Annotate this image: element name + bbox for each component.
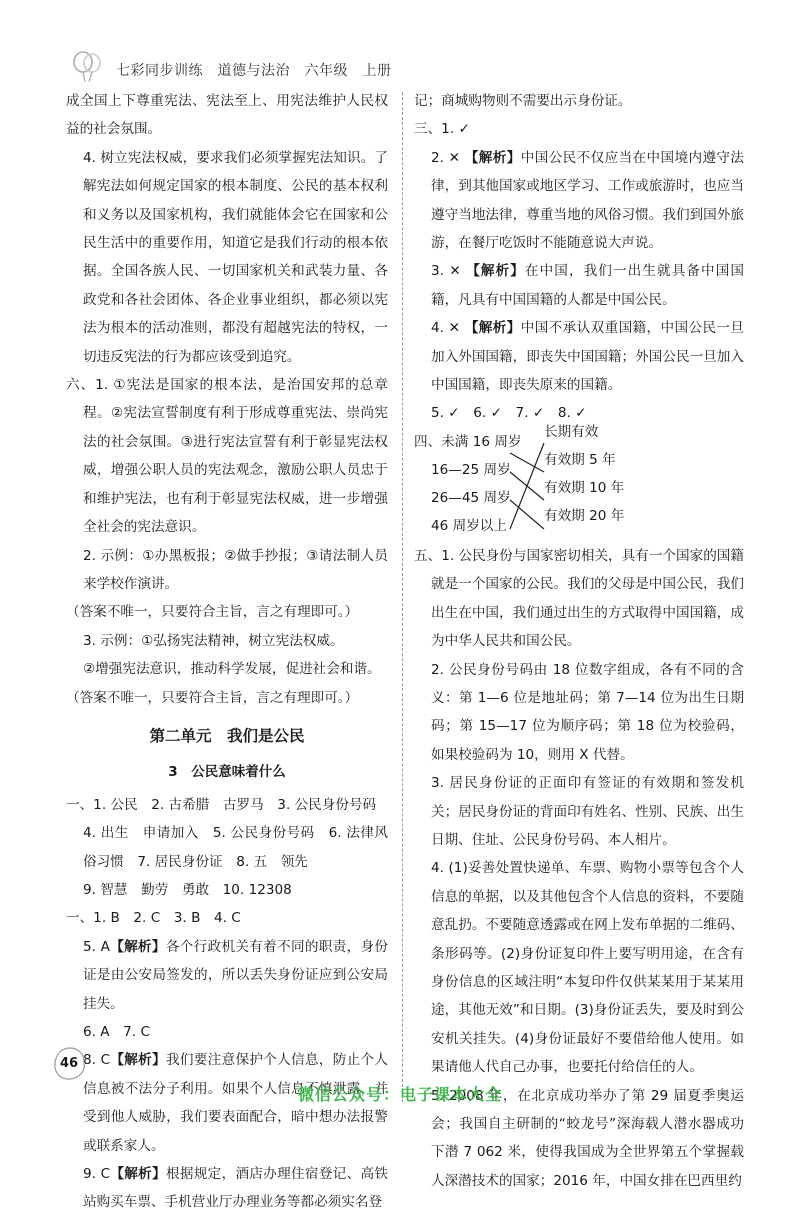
analysis-text: 在中国，我们一出生就具备中国国籍，凡具有中国国籍的人都是中国公民。: [431, 263, 745, 308]
matching-diagram: [414, 423, 744, 542]
analysis-tag: 【解析】: [464, 320, 521, 337]
match-right-item: 长期有效: [544, 423, 599, 440]
answer-4: 4. (1)妥善处置快递单、车票、购物小票等包含个人信息的单据，以及其他包含个人信息的资料，不要随意乱扔。不要随意透露或在网上发布单据的二维码、条形码等。(2)身份证复印件上要写明用途，在含有身份信息的区域注明“本复印件仅供某某用于某某用途，其他无效”和日期。(3)身份证丢失，要及时到公安机关挂失。(4)身份证最好不要借给他人使用。如果请他人代自己办事，也要托付给信任的人。: [431, 860, 744, 1076]
left-column: [66, 87, 388, 1217]
answer-6-3-b: ②增强宪法意识，推动科学发展，促进社会和谐。: [83, 661, 381, 678]
book-title: 七彩同步训练 道德与法治 六年级 上册: [116, 63, 392, 79]
balloon-logo-icon: [70, 50, 106, 84]
match-left-item: 26—45 周岁: [431, 489, 511, 506]
answer-number: 4. ✕: [431, 320, 461, 337]
section-1-answers-b: 4. 出生 申请加入 5. 公民身份号码 6. 法律风俗习惯 7. 居民身份证 8. 五 领先: [83, 825, 388, 870]
analysis-text: 中国公民不仅应当在中国境内遵守法律，到其他国家或地区学习、工作或旅游时，也应当遵守当地法律，尊重当地的风俗习惯。我们到国外旅游，在餐厅吃饭时不能随意说大声说。: [431, 149, 745, 252]
analysis-tag: 【解析】: [110, 1166, 166, 1183]
page-header: [70, 50, 770, 84]
answer-number: 9. C: [83, 1166, 111, 1183]
footer-watermark: 微信公众号：电子课本大全: [297, 1085, 502, 1104]
match-right-item: 有效期 10 年: [544, 479, 625, 496]
lesson-title: 3 公民意味着什么: [168, 764, 286, 781]
answer-5: 5. 2008 年，在北京成功举办了第 29 届夏季奥运会；我国自主研制的“蛟龙号”深海载人潜水器成功下潜 7 062 米，使得我国成为全世界第五个掌握载人深潜技术的国家；2016 年，中国女排在巴西里约: [431, 1087, 744, 1189]
answer-note: （答案不唯一，只要符合主旨，言之有理即可。）: [66, 689, 359, 706]
answer-3: [414, 257, 744, 314]
right-column: [414, 87, 744, 1195]
answer-number: 5. A: [83, 938, 110, 955]
analysis-text: 中国不承认双重国籍，中国公民一旦加入外国国籍，即丧失中国国籍；外国公民一旦加入中国国籍，即丧失原来的国籍。: [431, 320, 745, 394]
answer-number: 8. C: [83, 1052, 111, 1069]
section-2-answers: 一、1. B 2. C 3. B 4. C: [66, 910, 241, 927]
analysis-tag: 【解析】: [110, 1052, 166, 1069]
answer-5: [66, 933, 388, 1018]
match-left-item: 四、未满 16 周岁: [414, 433, 522, 450]
answer-section-6: 六、1. ①宪法是国家的根本法，是治国安邦的总章程。②宪法宣誓制度有利于形成尊重宪法、崇尚宪法的社会氛围。③进行宪法宣誓有利于彰显宪法权威，增强公职人员的宪法观念，激励公职人员忠于和维护宪法，也有利于彰显宪法权威，进一步增强全社会的宪法意识。: [66, 377, 388, 536]
page-number: 46: [60, 1056, 79, 1071]
answer-number: 3. ✕: [431, 263, 461, 280]
section-3-answer-1: 三、1. ✓: [414, 121, 470, 138]
answer-number: 2. ✕: [431, 149, 461, 166]
match-left-item: 46 周岁以上: [431, 517, 507, 534]
match-left-item: 16—25 周岁: [431, 461, 511, 478]
match-right-item: 有效期 5 年: [544, 451, 616, 468]
answer-3: 3. 居民身份证的正面印有签证的有效期和签发机关；居民身份证的背面印有姓名、性别、民族、出生日期、住址、公民身份号码、本人相片。: [431, 775, 744, 848]
section-1-answers-c: 9. 智慧 勤劳 勇敢 10. 12308: [83, 881, 292, 898]
answer-note: （答案不唯一，只要符合主旨，言之有理即可。）: [66, 604, 359, 621]
answer-9: [66, 1160, 388, 1217]
analysis-tag: 【解析】: [464, 149, 521, 166]
answer-2: [414, 144, 744, 258]
analysis-text: 我们要注意保护个人信息，防止个人信息被不法分子利用。如果个人信息不慎泄露，并受到他人威胁，我们要表面配合，暗中想办法报警或联系家人。: [83, 1052, 389, 1154]
paragraph: 成全国上下尊重宪法、宪法至上、用宪法维护人民权益的社会氛围。: [66, 93, 388, 138]
answer-2: 2. 公民身份号码由 18 位数字组成，各有不同的含义：第 1—6 位是地址码；第 7—14 位为出生日期码；第 15—17 位为顺序码；第 18 位为校验码，如果校验码为 10，则用 X 代替。: [431, 661, 744, 763]
analysis-text: 根据规定，酒店办理住宿登记、高铁站购买车票、手机营业厅办理业务等都必须实名登: [83, 1166, 389, 1211]
match-right-item: 有效期 20 年: [544, 507, 625, 524]
analysis-text: 各个行政机关有着不同的职责，身份证是由公安局签发的，所以丢失身份证应到公安局挂失。: [83, 938, 389, 1012]
analysis-tag: 【解析】: [466, 263, 525, 280]
answers-5-8: 5. ✓ 6. ✓ 7. ✓ 8. ✓: [431, 405, 587, 422]
answer-4: 4. 树立宪法权威，要求我们必须掌握宪法知识。了解宪法如何规定国家的根本制度、公民的基本权利和义务以及国家机构，我们就能体会它在国家和公民生活中的重要作用，知道它是我们行动的根本依据。全国各族人民、一切国家机关和武装力量、各政党和各社会团体、各企业事业组织，都必须以宪法为根本的活动准则，都没有超越宪法的特权，一切违反宪法的行为都应该受到追究。: [83, 149, 388, 365]
analysis-tag: 【解析】: [109, 938, 166, 955]
column-divider: [402, 92, 403, 1102]
section-1-answers: 一、1. 公民 2. 古希腊 古罗马 3. 公民身份号码: [66, 796, 377, 813]
answer-6-3: 3. 示例：①弘扬宪法精神，树立宪法权威。: [83, 632, 344, 649]
answer-4: [414, 314, 744, 399]
answer-6-7: 6. A 7. C: [83, 1024, 150, 1040]
unit-title: 第二单元 我们是公民: [149, 726, 305, 745]
paragraph: 记；商城购物则不需要出示身份证。: [414, 93, 632, 109]
answer-6-2: 2. 示例：①办黑板报；②做手抄报；③请法制人员来学校作演讲。: [83, 547, 388, 592]
section-5-answer-1: 五、1. 公民身份与国家密切相关，具有一个国家的国籍就是一个国家的公民。我们的父母是中国公民，我们出生在中国，我们通过出生的方式取得中国国籍，成为中华人民共和国公民。: [414, 547, 744, 650]
